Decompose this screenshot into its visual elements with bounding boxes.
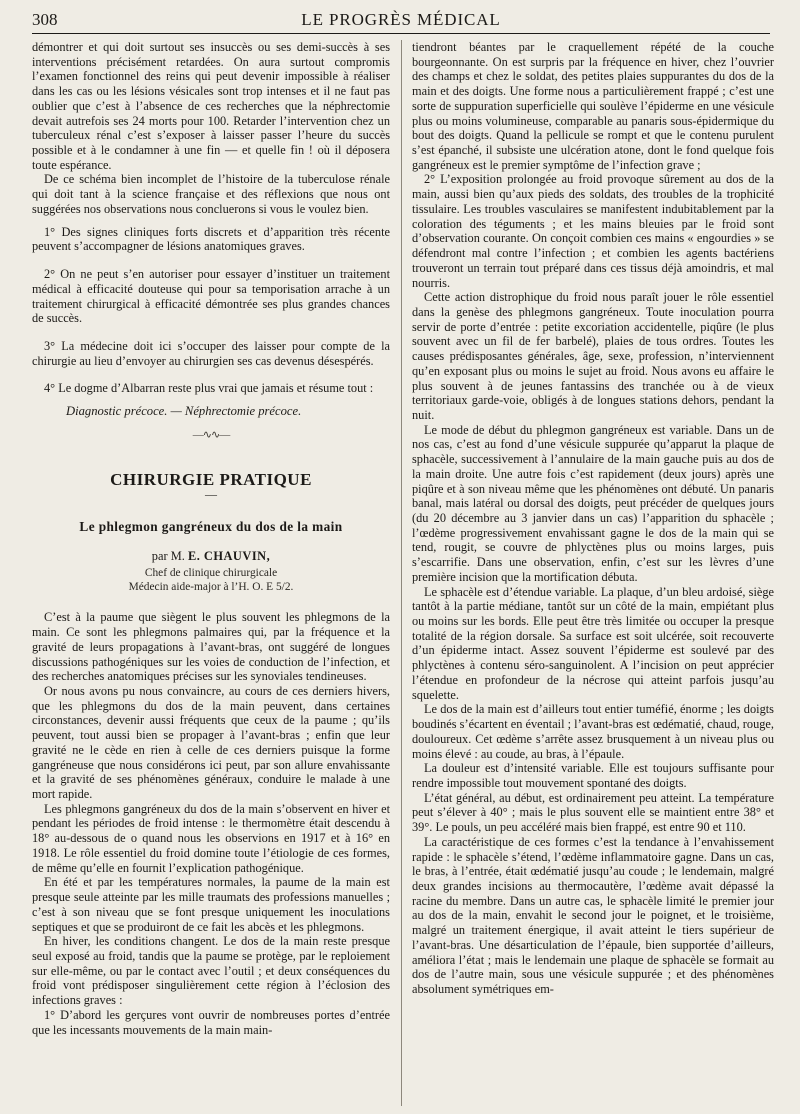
- left-column: [32, 40, 390, 1108]
- paragraph: La douleur est d’intensité variable. Elle est toujours suffisante pour rendre impossible tout mouvement spontané des doigts.: [412, 761, 774, 790]
- running-title: LE PROGRÈS MÉDICAL: [301, 10, 501, 29]
- conclusion-item: 4° Le dogme d’Albarran reste plus vrai que jamais et résume tout :: [44, 381, 374, 396]
- byline: [32, 549, 390, 564]
- right-column: [412, 40, 774, 1108]
- paragraph: Le sphacèle est d’étendue variable. La plaque, d’un bleu ardoisé, siège tantôt à la partie médiane, tantôt sur un côté de la main, empiétant plus ou moins sur les bords. Elle peut être très limitée ou occuper la presque totalité de la région dorsale. Sa surface est soit ulcérée, soit recouverte d’un épiderme intact. Assez souvent l’épiderme est soulevé par des phlyctènes à contenu séro-sanguinolent. A l’incision on peut apprécier l’étendue en profondeur de la nécrose qui atteint parfois jusqu’au squelette.: [412, 584, 774, 702]
- conclusion-item: 3° La médecine doit ici s’occuper des laisser pour compte de la chirurgie au lieu d’envoyer au chirurgien ses cas devenus désespérés.: [32, 338, 390, 368]
- paragraph: La caractéristique de ces formes c’est la tendance à l’envahissement rapide : le sphacèle s’étend, l’œdème inflammatoire gagne. Dans un cas, le bras, à l’entrée, était œdématié jusqu’au coude ; le lendemain, malgré deux grandes incisions au thermocautère, l’œdème avait dépassé la racine du membre. Dans un autre cas, le sphacèle limité le premier jour au dos de la main, envahit le second jour le poignet, et le troisième, malgré un traitement énergique, il avait atteint le tiers supérieur de l’avant-bras. Une désarticulation de l’épaule, bien supportée d’ailleurs, améliora l’état ; mais le lendemain une plaque de sphacèle se formait au dos de l’autre main, sous une vésicule suppurée ; et des phénomènes absolument symétriques em-: [412, 834, 774, 996]
- motto: Diagnostic précoce. — Néphrectomie précoce.: [66, 404, 302, 419]
- conclusion-item: 1° Des signes cliniques forts discrets et d’apparition très récente peuvent s’accompagner de lésions anatomiques graves.: [32, 224, 390, 254]
- section-title: CHIRURGIE PRATIQUE: [110, 469, 312, 489]
- paragraph: En hiver, les conditions changent. Le dos de la main reste presque seul exposé au froid, tandis que la paume se protège, par le reploiement sur elle-même, ou par le contact avec l’outil ; et deux conséquences du froid vont prédisposer singulièrement cette région à l’éclosion des infections graves :: [32, 934, 390, 1008]
- column-rule: [401, 40, 402, 1106]
- author-affiliation: Chef de clinique chirurgicale: [144, 567, 278, 580]
- author-affiliation: Médecin aide-major à l’H. O. E 5/2.: [128, 581, 294, 594]
- paragraph: Le dos de la main est d’ailleurs tout entier tuméfié, énorme ; les doigts boudinés s’écartent en éventail ; l’avant-bras est œdématié, chaud, rouge, douloureux. Cet œdème s’arrête assez brusquement à un niveau plus ou moins élevé : au coude, au bras, à l’épaule.: [412, 702, 774, 761]
- paragraph: Cette action distrophique du froid nous paraît jouer le rôle essentiel dans la genèse des phlegmons gangréneux. Toute inoculation pourra servir de porte d’entrée : petite excoriation accidentelle, piqûre (le plus souvent avec un fil de fer barbelé), plaies de tous ordres. Toutes les causes prédisposantes générales, âge, sexe, profession, n’interviennent qu’en exposant plus ou moins le sujet au froid. Nous avons eu affaire le plus souvent à de jeunes fantassins des tranchée ou à de vieux territoriaux garde-voie, obligés à de longues stations dehors, pendant la nuit.: [412, 290, 774, 422]
- paragraph: Les phlegmons gangréneux du dos de la main s’observent en hiver et pendant les périodes de froid intense : le thermomètre était descendu à 18° au-dessous de o quand nous les observions en 1917 et à 16° en 1918. Le rôle essentiel du froid domine toute l’étiologie de ces formes, de même qu’elle en fournit l’explication pathogénique.: [32, 801, 390, 875]
- paragraph: démontrer et qui doit surtout ses insuccès ou ses demi-succès à ses interventions précisément retardées. On aura surtout compromis l’examen fonctionnel des reins qui peut devenir impossible à réaliser dans les cas ou les lésions vésicales sont trop intenses et il ne faut pas oublier que c’est à l’absence de ces recherches que la néphrectomie devait autrefois ses 24 morts pour 100. Retarder l’intervention chez un tuberculeux rénal c’est s’exposer à laisser passer l’heure du succès possible et à le condamner à une fin — et quelle fin ! où il déposera toute espérance.: [32, 40, 390, 172]
- byline-prefix: par M.: [151, 548, 185, 563]
- paragraph: En été et par les températures normales, la paume de la main est presque seule atteinte par les mille traumats des professions manuelles ; c’est à son niveau que se font presque uniquement les inoculations septiques et que se produiront de ce fait les abcès et les phlegmons.: [32, 875, 390, 934]
- page-header: [32, 8, 770, 32]
- author-name: E. CHAUVIN,: [187, 548, 271, 563]
- section-ornament: —∿∿—: [192, 428, 230, 441]
- paragraph: Le mode de début du phlegmon gangréneux est variable. Dans un de nos cas, c’est au fond d’une vésicule suppurée qu’apparut la plaque de sphacèle, successivement à l’annulaire de la main gauche puis au dos de la main droite. Une autre fois c’est rapidement (deux jours) après une piqûre et à son niveau même que les phénomènes ont débuté. Un panaris banal, mais latéral ou dorsal des doigts, peut précéder de quelques jours (du 20 décembre au 3 janvier dans un cas) l’apparition du sphacèle ; l’œdème progressivement envahissant gagne le dos de la main qui se tend, rougit, se couvre de phlyctènes plus ou moins larges, puis s’escarrifie. Dans une observation, enfin, c’est sur les lèvres d’une première incision que la mortification débuta.: [412, 422, 774, 584]
- section-dash: —: [205, 487, 217, 502]
- paragraph: L’état général, au début, est ordinairement peu atteint. La température peut s’élever à 40° ; mais le plus souvent elle se maintient entre 38° et 39°. Le pouls, un peu accéléré mais bien frappé, est entre 90 et 110.: [412, 790, 774, 835]
- paragraph: tiendront béantes par le craquellement répété de la couche bourgeonnante. On est surpris par la fréquence en hiver, chez l’ouvrier des champs et chez le soldat, des petites plaies suppurantes du dos de la main et des doigts. Une forme nous a particulièrement frappé ; c’est une sorte de suppuration superficielle qui soulève l’épiderme en une vésicule plus ou moins volumineuse, comparable au panaris sous-épidermique du bout des doigts. Quand la pellicule se rompt et que le contenu purulent s’est épanché, il subsiste une ulcération atone, dont le fond quelque fois gangréneux est le premier symptôme de l’infection grave ;: [412, 40, 774, 172]
- paragraph: De ce schéma bien incomplet de l’histoire de la tuberculose rénale qui doit tant à la science française et des réflexions que nous ont suggérées nos observations nous concluerons si vous le voulez bien.: [32, 172, 390, 216]
- header-rule: [32, 33, 770, 34]
- paragraph: Or nous avons pu nous convaincre, au cours de ces derniers hivers, que les phlegmons du dos de la main peuvent, dans certaines circonstances, devenir aussi fréquents que ceux de la paume ; qu’ils peuvent, tout aussi bien se propager à l’avant-bras ; enfin que leur gravité ne le cède en rien à celle de ces derniers puisque la forme gangréneuse que nous considérons ici peut, par son allure envahissante et la gravité de ses phénomènes généraux, conduire le malade à une mort rapide.: [32, 684, 390, 802]
- paragraph: 2° L’exposition prolongée au froid provoque sûrement au dos de la main, aussi bien qu’aux pieds des soldats, des troubles de la trophicité tissulaire. Les troubles vasculaires se manifestent indubitablement par la coloration des téguments ; et les mains bleuies par le froid sont d’observation courante. On conçoit combien ces mains « engourdies » se défendront mal contre l’infection ; et combien les agents bactériens trouveront un terrain tout préparé dans ces tissus déjà amoindris, et mal nourris.: [412, 172, 774, 290]
- paragraph: C’est à la paume que siègent le plus souvent les phlegmons de la main. Ce sont les phlegmons palmaires qui, par la fréquence et la gravité de leurs propagations à l’avant-bras, ont suggéré de longues discussions pathogéniques sur les voies de conduction de l’infection, et des recherches anatomiques précises sur les synoviales tendineuses.: [32, 610, 390, 684]
- conclusion-item: 2° On ne peut s’en autoriser pour essayer d’instituer un traitement médical à efficacité douteuse qui pour sa temporisation arrache à un traitement chirurgical à efficacité démontrée ses plus grandes chances de succès.: [32, 267, 390, 326]
- article-title: Le phlegmon gangréneux du dos de la main: [79, 518, 343, 534]
- paragraph: 1° D’abord les gerçures vont ouvrir de nombreuses portes d’entrée que les incessants mouvements de la main main-: [32, 1007, 390, 1037]
- page-number: 308: [32, 10, 58, 29]
